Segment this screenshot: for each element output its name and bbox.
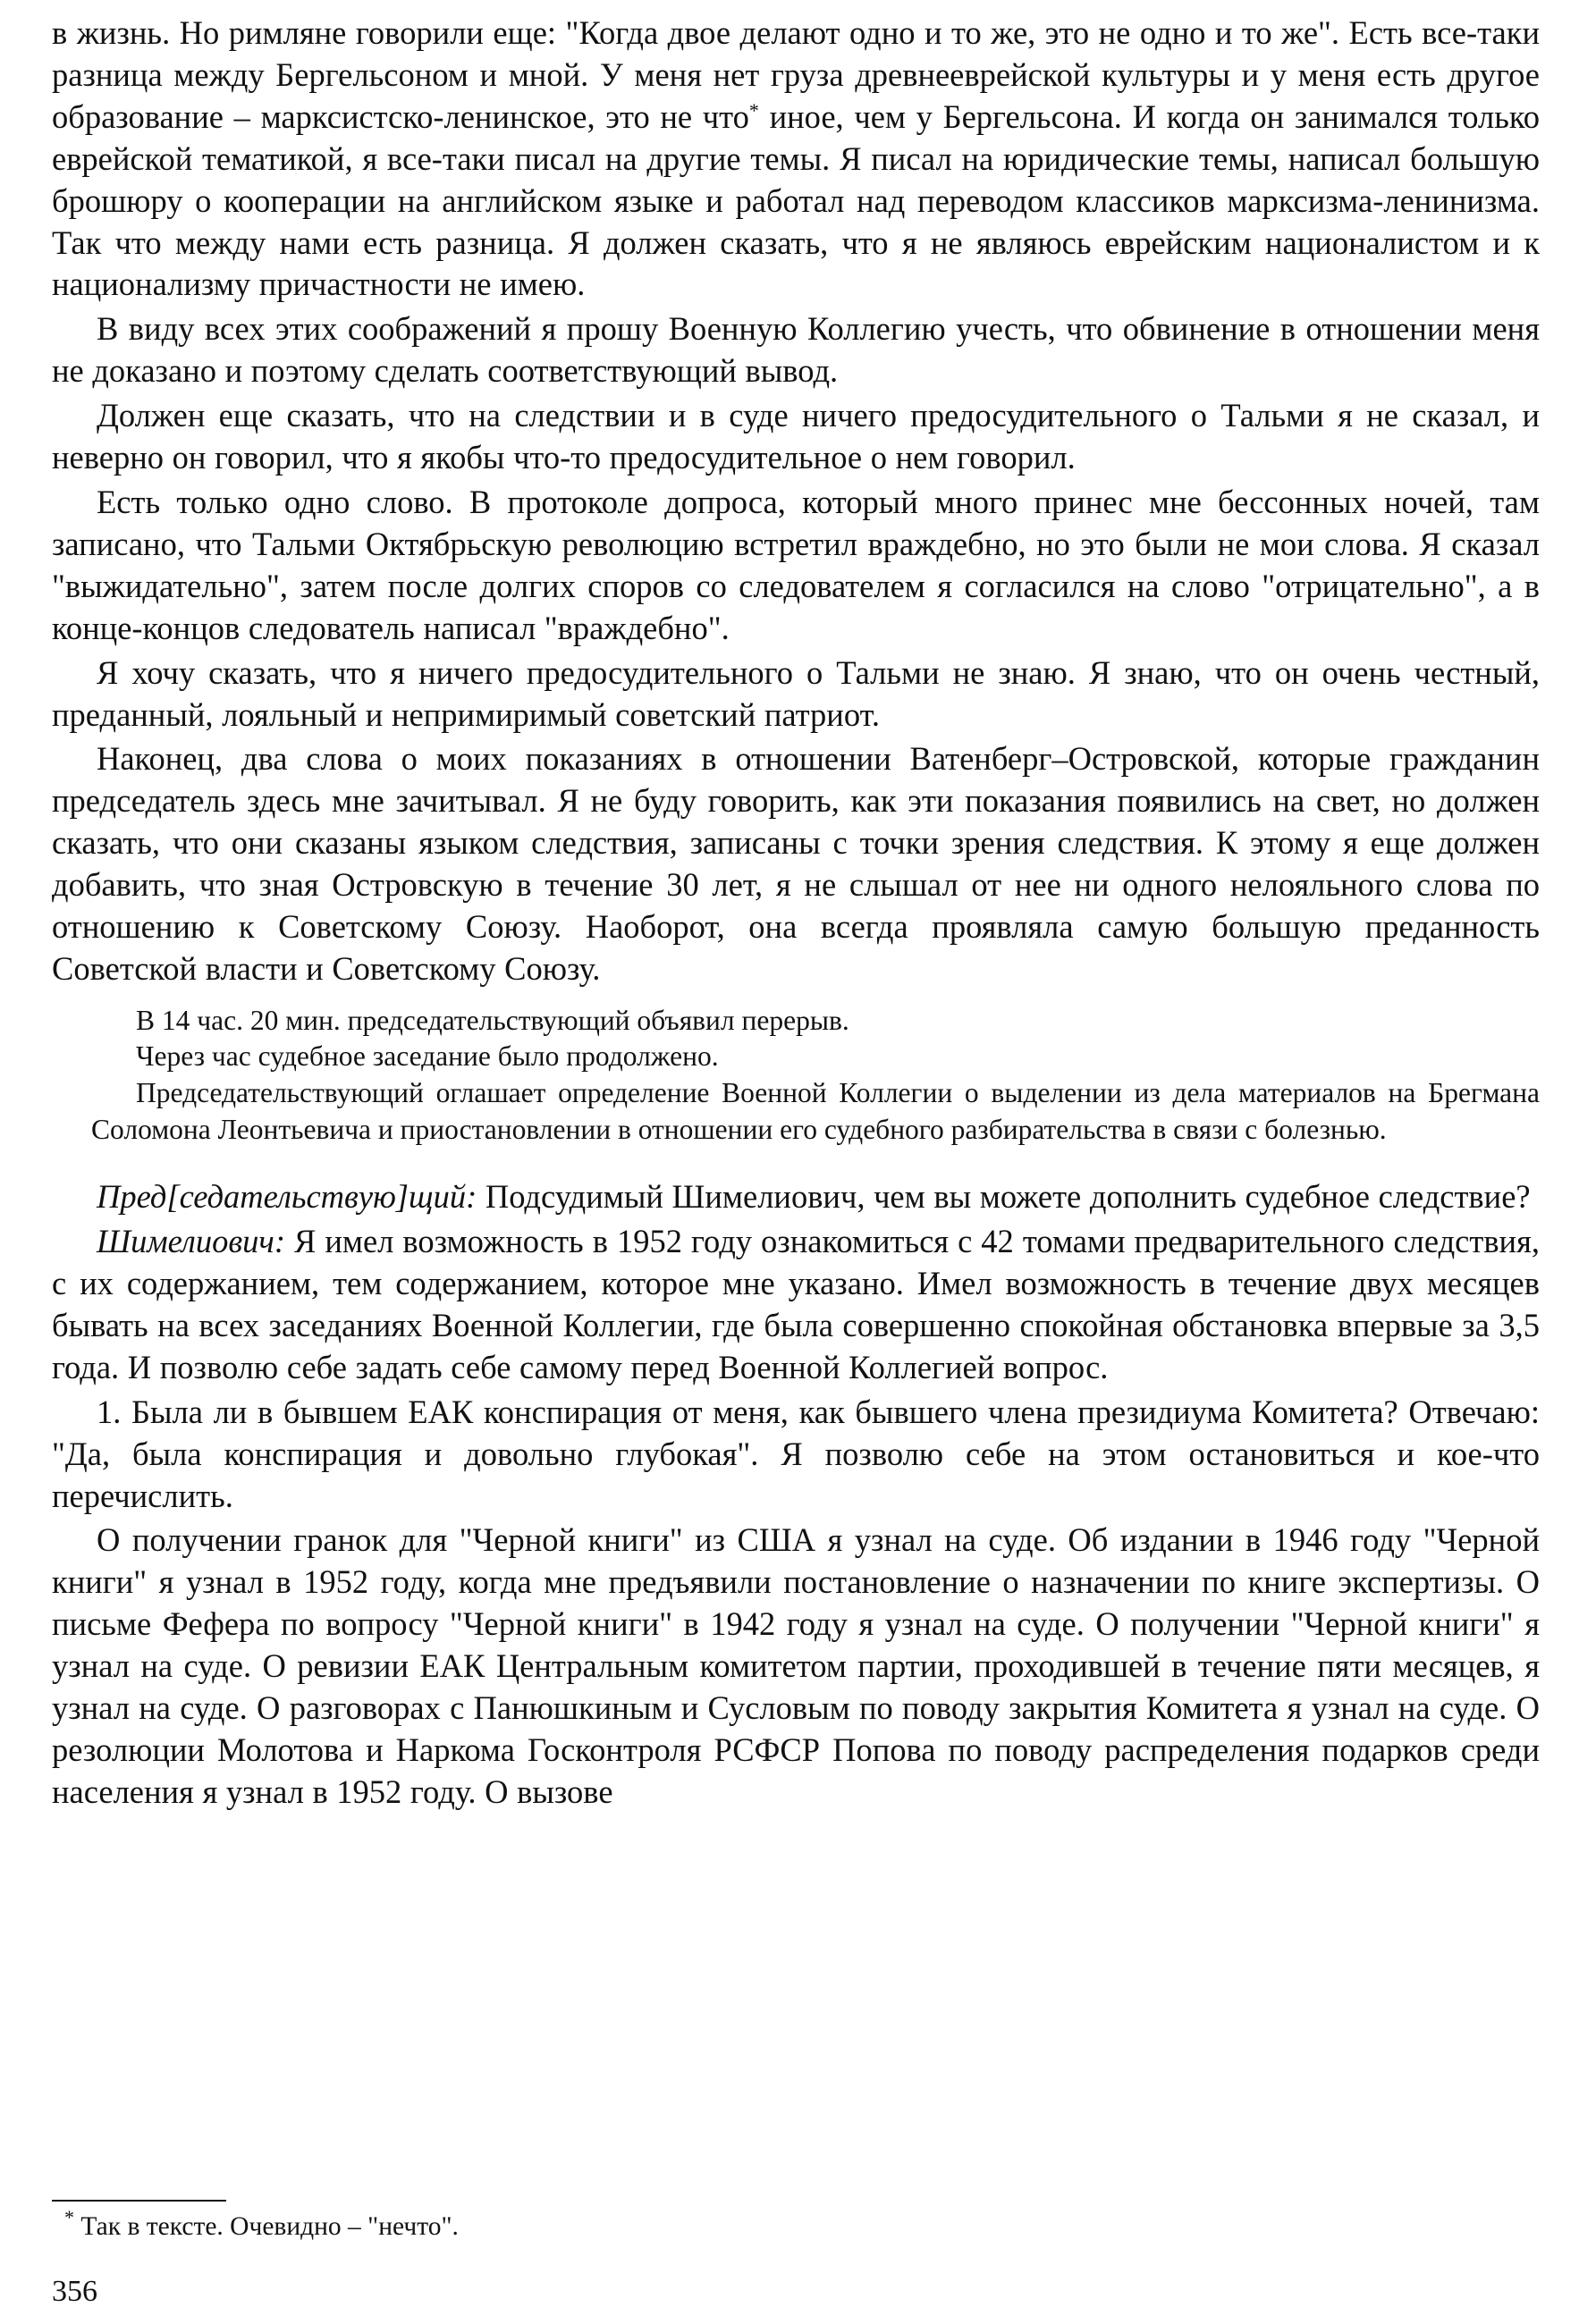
paragraph: Должен еще сказать, что на следствии и в суде ничего предосудительного о Тальми я не сказал, и неверно он говорил, что я якобы что-то предосудительное о нем говорил. xyxy=(52,397,1540,476)
paragraph: Наконец, два слова о моих показаниях в отношении Ватенберг–Островской, которые гражданин председатель здесь мне зачитывал. Я не буду говорить, как эти показания появились на свет, но должен сказать, что они сказаны языком следствия, записаны с точки зрения следствия. К этому я еще должен добавить, что зная Островскую в течение 30 лет, я не слышал от нее ни одного нелояльного слова по отношению к Советскому Союзу. Наоборот, она всегда проявляла самую большую преданность Советской власти и Советскому Союзу. xyxy=(52,740,1540,987)
court-note: Председательствующий оглашает определение Военной Коллегии о выделении из дела материалов на Брегмана Соломона Леонтьевича и приостановлении в отношении его судебного разбирательства в связи с болезнью. xyxy=(91,1077,1540,1145)
speaker-name: Пред[седательствую]щий: xyxy=(97,1178,477,1216)
court-notes xyxy=(52,1003,1540,1148)
paragraph-text: иное, чем у Бергельсона. И когда он занимался только еврейской тематикой, я все-таки писал на другие темы. Я писал на юридические темы, написал большую брошюру о кооперации на английском языке и работал над переводом классиков марксизма-ленинизма. Так что между нами есть разница. Я должен сказать, что я не являюсь еврейским националистом и к национализму причастности не имею. xyxy=(52,97,1540,303)
paragraph: О получении гранок для "Черной книги" из США я узнал на суде. Об издании в 1946 году "Черной книги" я узнал в 1952 году, когда мне предъявили постановление о назначении по книге экспертизы. О письме Фефера по вопросу "Черной книги" в 1942 году я узнал на суде. О получении "Черной книги" я узнал на суде. О ревизии ЕАК Центральным комитетом партии, проходившей в течение пяти месяцев, я узнал на суде. О разговорах с Панюшкиным и Сусловым по поводу закрытия Комитета я узнал на суде. О резолюции Молотова и Наркома Госконтроля РСФСР Попова по поводу распределения подарков среди населения я узнал в 1952 году. О вызове xyxy=(52,1521,1540,1810)
paragraph: Я хочу сказать, что я ничего предосудительного о Тальми не знаю. Я знаю, что он очень честный, преданный, лояльный и непримиримый советский патриот. xyxy=(52,653,1540,733)
footnote-divider xyxy=(52,2200,226,2202)
court-note: Через час судебное заседание было продолжено. xyxy=(136,1040,719,1073)
paragraph-opening xyxy=(52,13,1540,306)
page-number: 356 xyxy=(52,2275,97,2308)
footnote-text: Так в тексте. Очевидно – "нечто". xyxy=(74,2212,459,2241)
dialogue-paragraph-shimeliovich xyxy=(52,1221,1540,1389)
dialogue-text: Подсудимый Шимелиович, чем вы можете дополнить судебное следствие? xyxy=(477,1178,1531,1216)
page-body xyxy=(52,13,1540,1814)
paragraph-text: в жизнь. Но римляне говорили еще: "Когда двое делают одно и то же, это не одно и то же". Есть все-таки разница между Бергельсоном и мной. У меня нет груза древнееврейской культуры и у меня есть другое образование – марксистско-ленинское, это не что xyxy=(52,14,1540,135)
footnote-marker: * xyxy=(64,2206,74,2228)
footnote xyxy=(64,2206,459,2243)
paragraph: В виду всех этих соображений я прошу Военную Коллегию учесть, что обвинение в отношении меня не доказано и поэтому сделать соответствующий вывод. xyxy=(52,310,1540,390)
dialogue-text: Я имел возможность в 1952 году ознакомиться с 42 томами предварительного следствия, с их содержанием, тем содержанием, которое мне указано. Имел возможность в течение двух месяцев бывать на всех заседаниях Военной Коллегии, где была совершенно спокойная обстановка впервые за 3,5 года. И позволю себе задать себе самому перед Военной Коллегией вопрос. xyxy=(52,1223,1540,1385)
paragraph: 1. Была ли в бывшем ЕАК конспирация от меня, как бывшего члена президиума Комитета? Отвечаю: "Да, была конспирация и довольно глубокая". Я позволю себе на этом остановиться и кое-что перечислить. xyxy=(52,1393,1540,1514)
footnote-reference: * xyxy=(748,98,759,122)
court-note: В 14 час. 20 мин. председательствующий объявил перерыв. xyxy=(136,1004,849,1036)
dialogue-paragraph-presiding xyxy=(52,1176,1540,1218)
speaker-name: Шимелиович: xyxy=(97,1223,285,1260)
paragraph: Есть только одно слово. В протоколе допроса, который много принес мне бессонных ночей, там записано, что Тальми Октябрьскую революцию встретил враждебно, но это были не мои слова. Я сказал "выжидательно", затем после долгих споров со следователем я согласился на слово "отрицательно", а в конце-концов следователь написал "враждебно". xyxy=(52,483,1540,646)
